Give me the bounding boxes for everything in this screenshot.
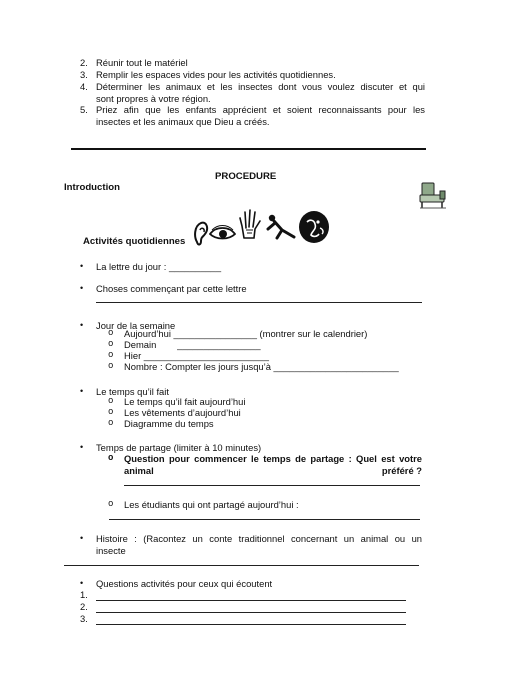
list-text: Réunir tout le matériel xyxy=(96,57,188,68)
hand-icon xyxy=(238,208,262,240)
histoire-item xyxy=(96,533,422,557)
face-icon xyxy=(298,210,330,244)
etudiants-item xyxy=(124,499,299,511)
list-text: insectes et les animaux que Dieu a créés. xyxy=(96,116,270,127)
question-animal: animal xyxy=(124,465,154,476)
question-number: 1. xyxy=(80,589,88,600)
sub-item: o Les vêtements d’aujourd’hui xyxy=(124,407,241,419)
sub-item: o Diagramme du temps xyxy=(124,418,214,430)
question-line2 xyxy=(124,465,422,477)
list-text: Remplir les espaces vides pour les activités quotidiennes. xyxy=(96,69,336,80)
jour-semaine-label: Jour de la semaine xyxy=(96,320,176,331)
list-number: 5. xyxy=(80,104,88,115)
list-text: sont propres à votre région. xyxy=(96,93,211,104)
list-text: Déterminer les animaux et les insectes dont vous voulez discuter et qui xyxy=(96,81,425,92)
armchair-icon xyxy=(418,182,448,210)
histoire-line: • Histoire : (Racontez un conte traditionnel concernant un animal ou un xyxy=(96,533,422,544)
answer-line xyxy=(96,624,406,625)
question-line: o Question pour commencer le temps de partage : Quel est votre xyxy=(124,453,422,464)
ear-icon xyxy=(193,220,209,248)
partage-label: Temps de partage (limiter à 10 minutes) xyxy=(96,442,262,453)
sub-item: o Le temps qu’il fait aujourd’hui xyxy=(124,396,245,408)
histoire-line: insecte xyxy=(96,544,126,556)
sub-item: o Demain ________________ xyxy=(124,339,261,351)
answer-line xyxy=(124,485,420,486)
answer-line xyxy=(109,519,420,520)
questions-label: Questions activités pour ceux qui écoutent xyxy=(96,578,273,589)
activites-title: Activités quotidiennes xyxy=(83,236,186,247)
list-number: 4. xyxy=(80,81,88,92)
list-text: Priez afin que les enfants apprécient et soient reconnaissants pour les xyxy=(96,104,425,115)
questions-item xyxy=(96,578,272,590)
lettre-du-jour-text: La lettre du jour : __________ xyxy=(96,261,222,272)
procedure-title: PROCEDURE xyxy=(215,171,277,182)
lettre-du-jour xyxy=(96,261,221,273)
answer-line xyxy=(96,600,406,601)
body-stretch-icon xyxy=(265,214,297,240)
answer-line xyxy=(96,612,406,613)
answer-line xyxy=(64,565,419,566)
question-number: 3. xyxy=(80,613,88,624)
eye-icon xyxy=(209,225,236,241)
sub-item: o Aujourd’hui ________________ (montrer sur le calendrier) xyxy=(124,328,367,340)
choses-text: Choses commençant par cette lettre xyxy=(96,283,247,294)
partage-item xyxy=(96,442,261,454)
question-prefere: préféré ? xyxy=(381,465,422,476)
list-number: 3. xyxy=(80,69,88,80)
sub-item: o Nombre : Compter les jours jusqu’à ________________________ xyxy=(124,361,399,373)
sub-item: o Hier ________________________ xyxy=(124,350,269,362)
answer-line xyxy=(96,302,422,303)
list-number: 2. xyxy=(80,57,88,68)
question-item xyxy=(124,453,422,465)
temps-label: Le temps qu’il fait xyxy=(96,386,169,397)
question-number: 2. xyxy=(80,601,88,612)
etudiants-text: Les étudiants qui ont partagé aujourd’hui : xyxy=(124,499,299,510)
introduction-label: Introduction xyxy=(64,182,120,193)
choses-item xyxy=(96,283,247,295)
section-divider xyxy=(71,148,426,150)
